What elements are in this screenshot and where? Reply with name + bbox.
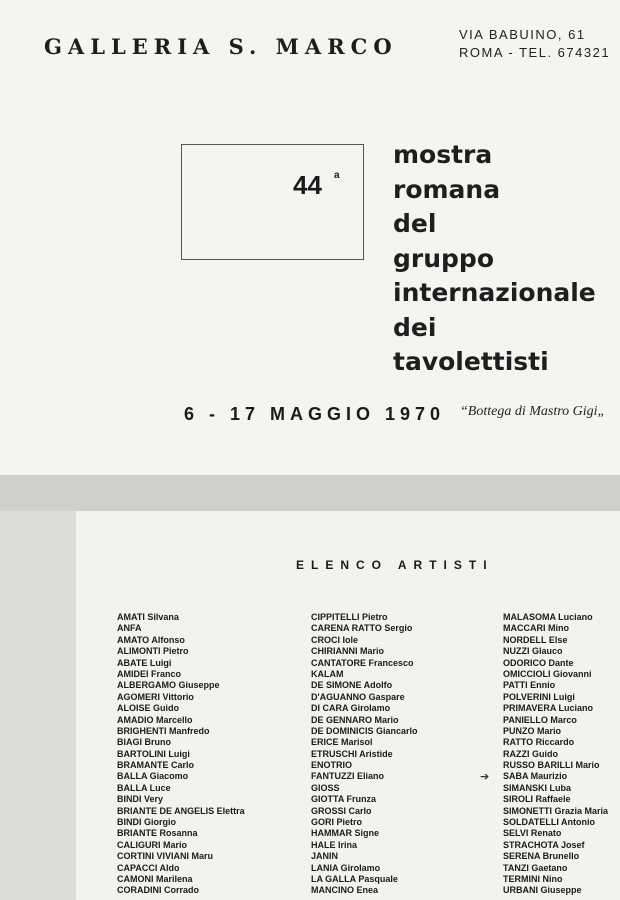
- artist-name: URBANI Giuseppe: [503, 885, 582, 896]
- artist-name: ALBERGAMO Giuseppe: [117, 680, 220, 691]
- title-line: mostra: [393, 140, 493, 169]
- artist-name: BRAMANTE Carlo: [117, 760, 195, 771]
- artist-name: FANTUZZI Eliano: [311, 771, 384, 782]
- artist-name: CIPPITELLI Pietro: [311, 612, 388, 622]
- artist-name: BIAGI Bruno: [117, 737, 171, 748]
- artist-name: CORADINI Corrado: [117, 885, 200, 896]
- artist-name: LA GALLA Pasquale: [311, 873, 398, 884]
- artist-name: BINDI Giorgio: [117, 817, 176, 828]
- artist-name: RATTO Riccardo: [503, 737, 575, 748]
- artist-column-1: [117, 612, 245, 897]
- artist-name: SIROLI Raffaele: [503, 794, 571, 805]
- page-gap: [0, 475, 620, 511]
- artist-name: HAMMAR Signe: [311, 828, 379, 839]
- artist-name: OMICCIOLI Giovanni: [503, 668, 592, 679]
- artist-name: CARENA RATTO Sergio: [311, 623, 413, 634]
- artist-name: MALASOMA Luciano: [503, 612, 593, 622]
- artist-name: GIOSS: [311, 782, 340, 793]
- artist-name: BARTOLINI Luigi: [117, 748, 190, 759]
- artist-name: DE SIMONE Adolfo: [311, 680, 393, 691]
- artist-name: STRACHOTA Josef: [503, 839, 585, 850]
- artist-name: MANCINO Enea: [311, 885, 379, 896]
- address-street: VIA BABUINO, 61: [459, 27, 586, 42]
- artist-name: ETRUSCHI Aristide: [311, 748, 393, 759]
- artist-name: CAPACCI Aldo: [117, 862, 180, 873]
- address-city-phone: ROMA - TEL. 674321: [459, 45, 611, 60]
- artist-name: BRIANTE DE ANGELIS Elettra: [117, 805, 245, 816]
- title-line: romana: [393, 174, 501, 204]
- artist-name: D'AGUANNO Gaspare: [311, 691, 405, 702]
- artist-name: CORTINI VIVIANI Maru: [117, 851, 214, 862]
- artist-name: AGOMERI Vittorio: [117, 691, 194, 702]
- artist-column-3: [503, 612, 608, 897]
- artist-name: BRIGHENTI Manfredo: [117, 725, 210, 736]
- title-line: dei: [393, 312, 437, 342]
- artist-name: AMATO Alfonso: [117, 634, 185, 645]
- title-line: internazionale: [393, 278, 596, 307]
- artist-name: NORDELL Else: [503, 634, 568, 645]
- artist-name: NUZZI Glauco: [503, 646, 563, 657]
- gallery-name: GALLERIA S. MARCO: [44, 34, 398, 59]
- artist-name: GORI Pietro: [311, 817, 363, 828]
- artist-name: CROCI Iole: [311, 634, 359, 645]
- artist-name: ENOTRIO: [311, 760, 353, 771]
- artist-name: LANIA Girolamo: [311, 862, 381, 873]
- title-line: del: [393, 209, 437, 238]
- artist-name: AMADIO Marcello: [117, 714, 193, 725]
- artist-name: SELVI Renato: [503, 828, 562, 839]
- artist-name: BALLA Luce: [117, 782, 171, 793]
- artist-name: PANIELLO Marco: [503, 714, 577, 725]
- artist-name: DE DOMINICIS Giancarlo: [311, 725, 418, 736]
- artist-name: HALE Irina: [311, 839, 358, 850]
- artist-name: JANIN: [311, 851, 339, 862]
- artist-column-2: [311, 612, 418, 897]
- artist-name: AMATI Silvana: [117, 612, 179, 622]
- artist-name: ALIMONTI Pietro: [117, 646, 189, 657]
- edition-ordinal-suffix: a: [334, 170, 340, 181]
- artist-name: GIOTTA Frunza: [311, 794, 376, 805]
- title-line: tavolettisti: [393, 347, 549, 376]
- title-line: gruppo: [393, 243, 494, 273]
- artist-name: SERENA Brunello: [503, 851, 580, 862]
- artist-name: KALAM: [311, 668, 344, 679]
- edition-frame: [181, 144, 364, 260]
- artist-name: PATTI Ennio: [503, 680, 556, 691]
- exhibition-title: [393, 138, 596, 380]
- artist-name: PRIMAVERA Luciano: [503, 703, 594, 714]
- artist-name: DI CARA Girolamo: [311, 703, 391, 714]
- artist-name: TANZI Gaetano: [503, 862, 568, 873]
- artist-name: CHIRIANNI Mario: [311, 646, 385, 657]
- gallery-address: [459, 26, 610, 62]
- artist-name: POLVERINI Luigi: [503, 691, 575, 702]
- artist-name: SOLDATELLI Antonio: [503, 817, 595, 828]
- artist-list-title: ELENCO ARTISTI: [296, 558, 494, 572]
- artist-name: AMIDEI Franco: [117, 668, 182, 679]
- artist-name: PUNZO Mario: [503, 725, 562, 736]
- artist-name: ODORICO Dante: [503, 657, 574, 668]
- artist-name: ALOISE Guido: [117, 703, 179, 714]
- artist-name: CALIGURI Mario: [117, 839, 188, 850]
- artist-name: ABATE Luigi: [117, 657, 172, 668]
- arrow-right-icon: ➔: [480, 770, 490, 783]
- exhibition-venue: “Bottega di Mastro Gigi„: [460, 404, 606, 419]
- artist-name: ANFA: [117, 623, 142, 634]
- artist-name: SIMONETTI Grazia Maria: [503, 805, 609, 816]
- artist-name: ERICE Marisol: [311, 737, 373, 748]
- artist-name: DE GENNARO Mario: [311, 714, 399, 725]
- artist-name: MACCARI Mino: [503, 623, 569, 634]
- artist-name: CANTATORE Francesco: [311, 657, 414, 668]
- edition-number: 44: [293, 170, 322, 200]
- artist-name: RAZZI Guido: [503, 748, 558, 759]
- artist-name: BINDI Very: [117, 794, 164, 805]
- artist-name: CAMONI Marilena: [117, 873, 193, 884]
- artist-name: TERMINI Nino: [503, 873, 563, 884]
- exhibition-dates: 6 - 17 MAGGIO 1970: [184, 404, 446, 424]
- artist-name: GROSSI Carlo: [311, 805, 372, 816]
- artist-name: RUSSO BARILLI Mario: [503, 760, 600, 771]
- artist-name: SIMANSKI Luba: [503, 782, 572, 793]
- artist-name: SABA Maurizio: [503, 771, 568, 782]
- artist-name: BALLA Giacomo: [117, 771, 189, 782]
- artist-name: BRIANTE Rosanna: [117, 828, 198, 839]
